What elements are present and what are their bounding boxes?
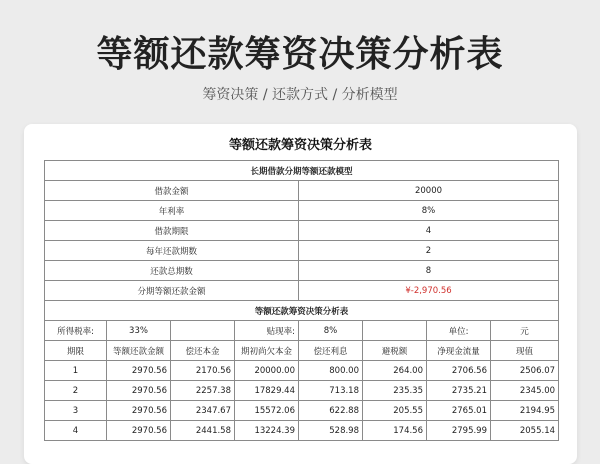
table-cell: 2970.56 [107, 421, 171, 441]
table-cell: 2345.00 [491, 381, 559, 401]
section-title-loan-model: 长期借款分期等额还款模型 [45, 161, 559, 181]
section-header-row [45, 161, 559, 181]
table-cell: 2347.67 [171, 401, 235, 421]
rates-row [45, 321, 559, 341]
table-cell: 2706.56 [427, 361, 491, 381]
tax-rate-value: 33% [107, 321, 171, 341]
table-row [45, 421, 559, 441]
column-header: 期限 [45, 341, 107, 361]
table-cell: 13224.39 [235, 421, 299, 441]
param-value: 8% [299, 201, 559, 221]
param-row [45, 201, 559, 221]
table-cell: 1 [45, 361, 107, 381]
table-cell: 2970.56 [107, 361, 171, 381]
table-cell: 174.56 [363, 421, 427, 441]
column-header: 现值 [491, 341, 559, 361]
spreadsheet-card [24, 124, 577, 464]
table-cell: 2194.95 [491, 401, 559, 421]
table-cell: 2257.38 [171, 381, 235, 401]
table-cell: 3 [45, 401, 107, 421]
sheet-title: 等额还款筹资决策分析表 [228, 138, 372, 153]
discount-rate-value: 8% [299, 321, 363, 341]
table-cell: 713.18 [299, 381, 363, 401]
unit-label: 单位: [427, 321, 491, 341]
table-cell: 2506.07 [491, 361, 559, 381]
column-header: 避税额 [363, 341, 427, 361]
tax-rate-label: 所得税率: [45, 321, 107, 341]
param-label: 年利率 [45, 201, 299, 221]
section-header-row [45, 301, 559, 321]
table-cell: 205.55 [363, 401, 427, 421]
param-value: 20000 [299, 181, 559, 201]
param-row [45, 281, 559, 301]
param-row [45, 241, 559, 261]
table-cell: 235.35 [363, 381, 427, 401]
param-row [45, 261, 559, 281]
table-cell: 17829.44 [235, 381, 299, 401]
table-cell: 15572.06 [235, 401, 299, 421]
param-row [45, 221, 559, 241]
param-label: 借款期限 [45, 221, 299, 241]
page-title: 等额还款筹资决策分析表 [96, 34, 504, 75]
table-cell: 264.00 [363, 361, 427, 381]
page-subtitle: 筹资决策 / 还款方式 / 分析模型 [202, 87, 398, 103]
table-cell: 2970.56 [107, 401, 171, 421]
table-cell: 528.98 [299, 421, 363, 441]
column-header: 偿还利息 [299, 341, 363, 361]
table-cell: 2735.21 [427, 381, 491, 401]
table-cell: 2170.56 [171, 361, 235, 381]
column-header-row [45, 341, 559, 361]
param-value: 2 [299, 241, 559, 261]
table-cell: 2 [45, 381, 107, 401]
column-header: 等额还款金额 [107, 341, 171, 361]
table-cell: 2765.01 [427, 401, 491, 421]
table-cell: 2055.14 [491, 421, 559, 441]
param-label: 分期等额还款金额 [45, 281, 299, 301]
param-label: 每年还款期数 [45, 241, 299, 261]
param-value: 8 [299, 261, 559, 281]
table-cell: 800.00 [299, 361, 363, 381]
unit-value: 元 [491, 321, 559, 341]
column-header: 净现金流量 [427, 341, 491, 361]
table-cell: 622.88 [299, 401, 363, 421]
param-value: 4 [299, 221, 559, 241]
param-label: 借款金额 [45, 181, 299, 201]
param-value: ¥-2,970.56 [299, 281, 559, 301]
empty-cell [171, 321, 235, 341]
table-cell: 4 [45, 421, 107, 441]
table-cell: 20000.00 [235, 361, 299, 381]
section-title-analysis: 等额还款筹资决策分析表 [45, 301, 559, 321]
column-header: 偿还本金 [171, 341, 235, 361]
sheet-table-wrap [44, 160, 558, 441]
table-cell: 2441.58 [171, 421, 235, 441]
table-cell: 2970.56 [107, 381, 171, 401]
column-header: 期初尚欠本金 [235, 341, 299, 361]
table-row [45, 361, 559, 381]
table-cell: 2795.99 [427, 421, 491, 441]
param-label: 还款总期数 [45, 261, 299, 281]
param-row [45, 181, 559, 201]
empty-cell [363, 321, 427, 341]
table-row [45, 381, 559, 401]
table-row [45, 401, 559, 421]
discount-rate-label: 贴现率: [235, 321, 299, 341]
analysis-table [44, 160, 559, 441]
